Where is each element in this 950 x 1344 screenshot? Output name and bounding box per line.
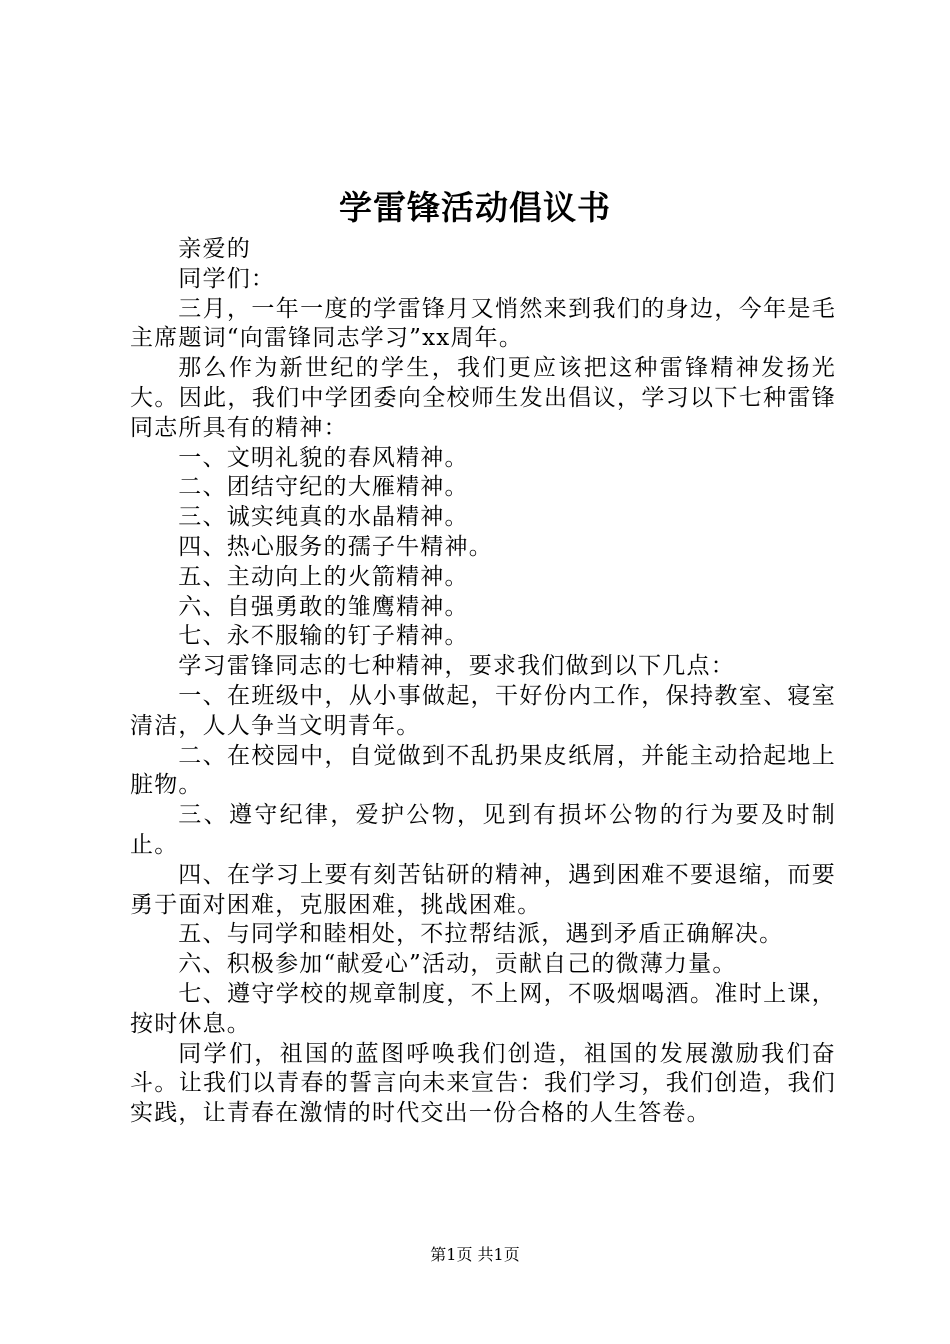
- list-item: 一、文明礼貌的春风精神。: [178, 444, 469, 471]
- list-item: 六、积极参加“献爱心”活动，贡献自己的微薄力量。: [178, 951, 737, 978]
- list-item: 二、在校园中，自觉做到不乱扔果皮纸屑，并能主动拾起地上脏物。: [130, 742, 836, 799]
- list-item: 四、在学习上要有刻苦钻研的精神，遇到困难不要退缩，而要勇于面对困难，克服困难，挑战困难。: [130, 861, 836, 918]
- paragraph-salutation-2: 同学们：: [178, 265, 276, 292]
- list-item: 一、在班级中，从小事做起，干好份内工作，保持教室、寝室清洁，人人争当文明青年。: [130, 682, 836, 739]
- paragraph: 学习雷锋同志的七种精神，要求我们做到以下几点：: [178, 653, 735, 680]
- paragraph: 三月，一年一度的学雷锋月又悄然来到我们的身边，今年是毛主席题词“向雷锋同志学习”xx周年。: [130, 295, 836, 352]
- list-item: 七、永不服输的钉子精神。: [178, 623, 469, 650]
- paragraph-salutation-1: 亲爱的: [178, 236, 251, 262]
- paragraph-closing: 同学们，祖国的蓝图呼唤我们创造，祖国的发展激励我们奋斗。让我们以青春的誓言向未来宣告：我们学习，我们创造，我们实践，让青春在激情的时代交出一份合格的人生答卷。: [130, 1040, 836, 1127]
- list-item: 二、团结守纪的大雁精神。: [178, 474, 469, 501]
- list-item: 五、与同学和睦相处，不拉帮结派，遇到矛盾正确解决。: [178, 921, 784, 948]
- list-item: 三、诚实纯真的水晶精神。: [178, 504, 469, 531]
- list-item: 三、遵守纪律，爱护公物，见到有损坏公物的行为要及时制止。: [130, 802, 836, 858]
- list-item: 四、热心服务的孺子牛精神。: [178, 533, 493, 560]
- list-item: 七、遵守学校的规章制度，不上网，不吸烟喝酒。准时上课，按时休息。: [130, 980, 836, 1037]
- paragraph: 那么作为新世纪的学生，我们更应该把这种雷锋精神发扬光大。因此，我们中学团委向全校师生发出倡议，学习以下七种雷锋同志所具有的精神：: [130, 355, 836, 441]
- list-item: 六、自强勇敢的雏鹰精神。: [178, 593, 469, 620]
- page-footer: 第1页 共1页: [430, 1245, 520, 1264]
- document-title: 学雷锋活动倡议书: [339, 188, 611, 227]
- document-body: [130, 235, 836, 1129]
- list-item: 五、主动向上的火箭精神。: [178, 563, 469, 590]
